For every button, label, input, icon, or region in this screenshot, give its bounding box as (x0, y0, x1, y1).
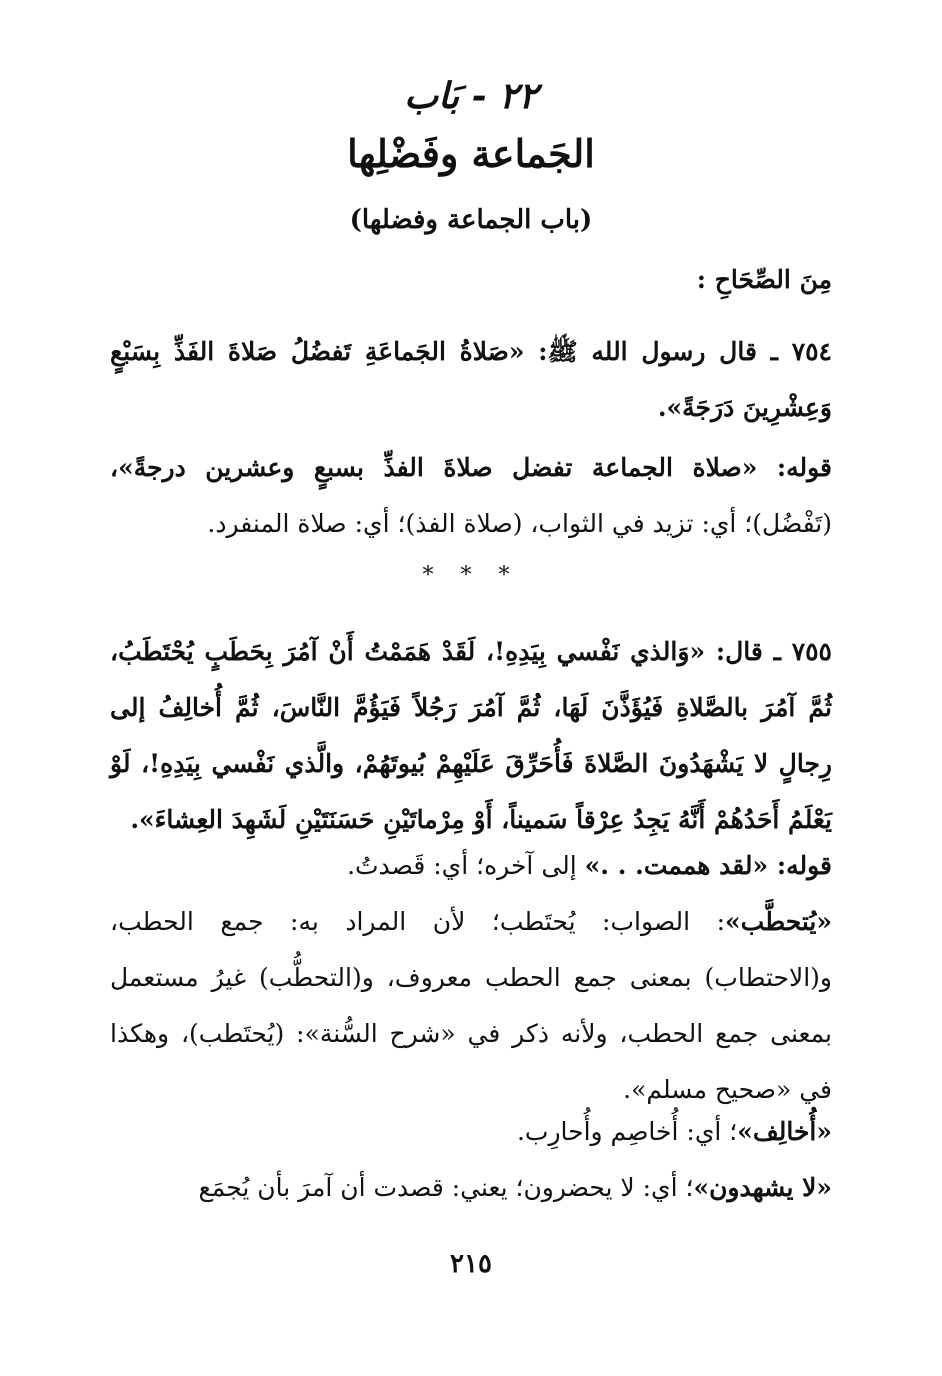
commentary-755-p4-quote: «لا يشهدون» (693, 1173, 832, 1202)
commentary-755-p2-quote: «يُتحطَّب» (725, 907, 832, 936)
commentary-755-p3 (110, 1104, 832, 1160)
commentary-755-p2-rest: : الصواب: يُحتَطب؛ لأن المراد به: جمع الحطب، و(الاحتطاب) بمعنى جمع الحطب معروف، و(التحطُّب) غيرُ مستعمل بمعنى جمع الحطب، ولأنه ذكر في «شرح السُّنة»: (يُحتَطب)، وهكذا في «صحيح مسلم». (110, 907, 832, 1104)
section-separator: * * * (422, 563, 520, 588)
commentary-755-p1-rest: إلى آخره؛ أي: قَصدتُ. (347, 851, 585, 880)
commentary-755-p4-rest: ؛ أي: لا يحضرون؛ يعني: قصدت أن آمرَ بأن يُجمَع (198, 1173, 694, 1202)
chapter-title: الجَماعة وفَضْلِها (347, 131, 595, 176)
hadith-755: ٧٥٥ ـ قال: «وَالذي نَفْسي بِيَدِهِ!، لَقَدْ هَمَمْتُ أَنْ آمُرَ بِحَطَبٍ يُحْتَطَبُ، ثُمَّ آمُرَ بالصَّلاةِ فَيُؤَذَّنَ لَهَا، ثُمَّ آمُرَ رَجُلاً فَيَؤُمَّ النَّاسَ، ثُمَّ أُخالِفُ إلى رِجالٍ لا يَشْهَدُونَ الصَّلاةَ فَأُحَرِّقَ عَلَيْهِمْ بُيوتَهُمْ، والَّذي نَفْسي بِيَدِهِ!، لَوْ يَعْلَمُ أَحَدُهُمْ أَنَّهُ يَجِدُ عِرْقاً سَميناً، أَوْ مِرْماتَيْنِ حَسَنَتَيْنِ لَشَهِدَ العِشاءَ». (110, 637, 832, 834)
commentary-755-p1-quote: قوله: «لقد هممت. . .» (584, 851, 832, 880)
commentary-754-rest: (تَفْضُل)؛ أي: تزيد في الثواب، (صلاة الفذ)؛ أي: صلاة المنفرد. (207, 509, 832, 538)
commentary-755-p2 (110, 894, 832, 1118)
hadith-754: ٧٥٤ ـ قال رسول الله ﷺ: «صَلاةُ الجَماعَةِ تَفضُلُ صَلاةَ الفَذِّ بِسَبْعٍ وَعِشْرِينَ دَرَجَةً». (110, 337, 832, 422)
commentary-755-p4 (110, 1160, 832, 1216)
section-heading: (باب الجماعة وفضلها) (349, 205, 593, 235)
commentary-754 (110, 440, 832, 552)
commentary-755-p3-rest: ؛ أي: أُخاصِم وأُحارِب. (516, 1117, 738, 1146)
commentary-754-quote: قوله: «صلاة الجماعة تفضل صلاةَ الفذِّ بسبعٍ وعشرين درجةً»، (110, 453, 832, 482)
commentary-755-p1 (110, 838, 832, 894)
chapter-number: ٢٢ - بَاب (404, 75, 538, 117)
commentary-755-p3-quote: «أُخالِف» (737, 1117, 832, 1146)
sihah-label: مِنَ الصِّحَاحِ : (696, 265, 832, 294)
page-number: ٢١٥ (450, 1249, 492, 1279)
